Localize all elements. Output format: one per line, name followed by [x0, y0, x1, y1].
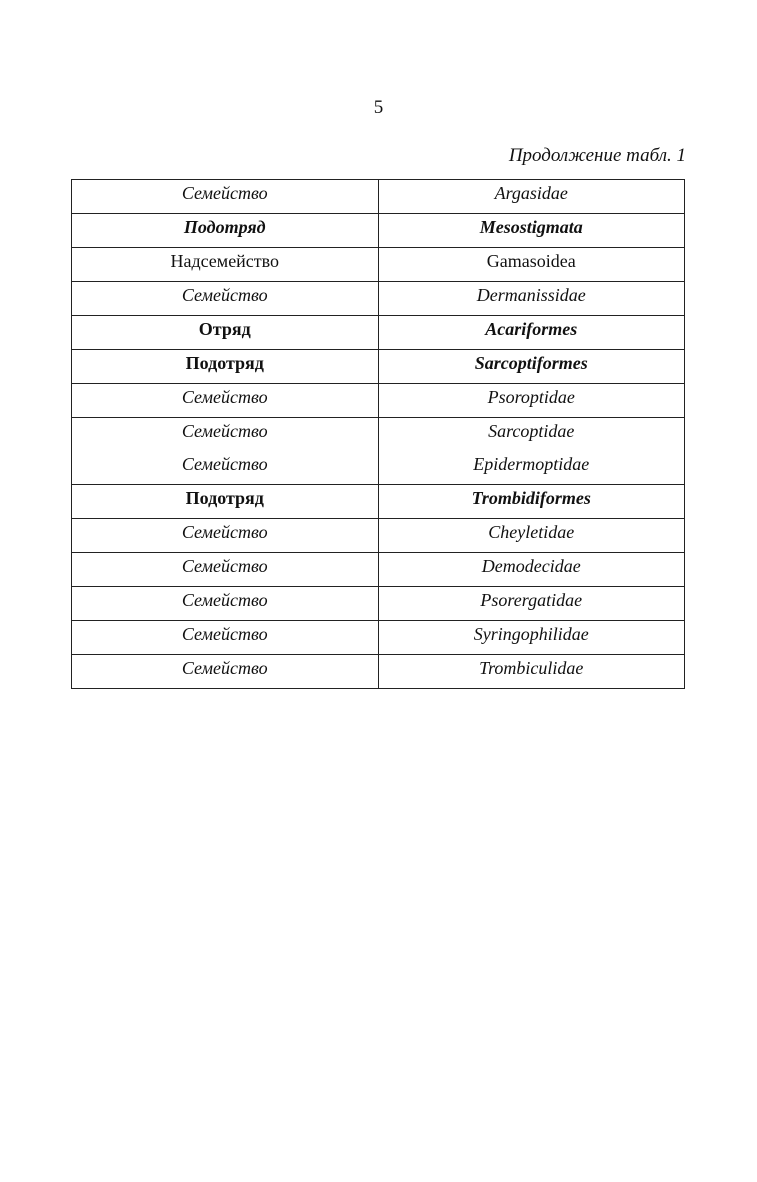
taxon-name: Syringophilidae: [473, 624, 589, 644]
rank-cell: [72, 316, 379, 350]
taxon-cell: [378, 180, 685, 214]
table-row: [72, 384, 685, 418]
table-row: [72, 621, 685, 655]
taxon-cell: [378, 621, 685, 655]
taxon-cell: [378, 587, 685, 621]
taxon-name: Trombidiformes: [471, 488, 591, 508]
taxon-name: Sarcoptidae: [488, 421, 575, 441]
taxon-name: Epidermoptidae: [473, 454, 590, 474]
rank-label: Семейство: [181, 624, 268, 644]
table-row: [72, 248, 685, 282]
table-row: [72, 350, 685, 384]
rank-label: Отряд: [198, 319, 251, 339]
rank-label: Семейство: [181, 387, 268, 407]
table-row: [72, 418, 685, 485]
taxon-cell: [378, 248, 685, 282]
table-row: [72, 553, 685, 587]
page-number: 5: [373, 97, 384, 118]
rank-label: Семейство: [181, 590, 268, 610]
taxon-cell: [378, 282, 685, 316]
rank-label: Семейство: [181, 658, 268, 678]
taxon-name: Trombiculidae: [479, 658, 584, 678]
rank-cell: [72, 214, 379, 248]
table-caption: Продолжение табл. 1: [508, 145, 686, 166]
table-row: [72, 180, 685, 214]
rank-cell: [72, 587, 379, 621]
rank-cell: [72, 180, 379, 214]
taxon-cell: [378, 519, 685, 553]
rank-cell: [72, 248, 379, 282]
table-row: [72, 282, 685, 316]
rank-cell: [72, 655, 379, 689]
rank-label: Семейство: [181, 421, 268, 441]
taxon-name: Psoroptidae: [487, 387, 575, 407]
taxon-name: Psorergatidae: [480, 590, 583, 610]
taxon-cell: [378, 655, 685, 689]
taxon-name: Argasidae: [494, 183, 568, 203]
taxon-cell: [378, 350, 685, 384]
table-row: [72, 485, 685, 519]
rank-cell: [72, 282, 379, 316]
taxon-cell: [378, 418, 685, 485]
taxon-cell: [378, 214, 685, 248]
taxon-name: Dermanissidae: [476, 285, 586, 305]
taxon-name: Gamasoidea: [486, 251, 576, 271]
taxon-name: Demodecidae: [481, 556, 581, 576]
taxon-name: Sarcoptiformes: [474, 353, 588, 373]
table-row: [72, 587, 685, 621]
taxon-cell: [378, 384, 685, 418]
table-row: [72, 214, 685, 248]
rank-label: Подотряд: [185, 488, 264, 508]
rank-label: Семейство: [181, 522, 268, 542]
table-row: [72, 519, 685, 553]
taxon-name: Acariformes: [485, 319, 578, 339]
rank-label: Подотряд: [185, 353, 264, 373]
rank-cell: [72, 621, 379, 655]
rank-label: Надсемейство: [170, 251, 280, 271]
taxon-name: Cheyletidae: [488, 522, 575, 542]
rank-cell: [72, 485, 379, 519]
rank-label: Семейство: [181, 454, 268, 474]
table-row: [72, 316, 685, 350]
taxonomy-table: [71, 179, 685, 689]
rank-cell: [72, 519, 379, 553]
taxon-cell: [378, 485, 685, 519]
rank-cell: [72, 418, 379, 485]
taxon-cell: [378, 316, 685, 350]
rank-label: Семейство: [181, 556, 268, 576]
rank-cell: [72, 384, 379, 418]
rank-cell: [72, 350, 379, 384]
rank-cell: [72, 553, 379, 587]
table-row: [72, 655, 685, 689]
rank-label: Семейство: [181, 183, 268, 203]
rank-label: Подотряд: [183, 217, 266, 237]
taxon-cell: [378, 553, 685, 587]
taxon-name: Mesostigmata: [479, 217, 583, 237]
rank-label: Семейство: [181, 285, 268, 305]
